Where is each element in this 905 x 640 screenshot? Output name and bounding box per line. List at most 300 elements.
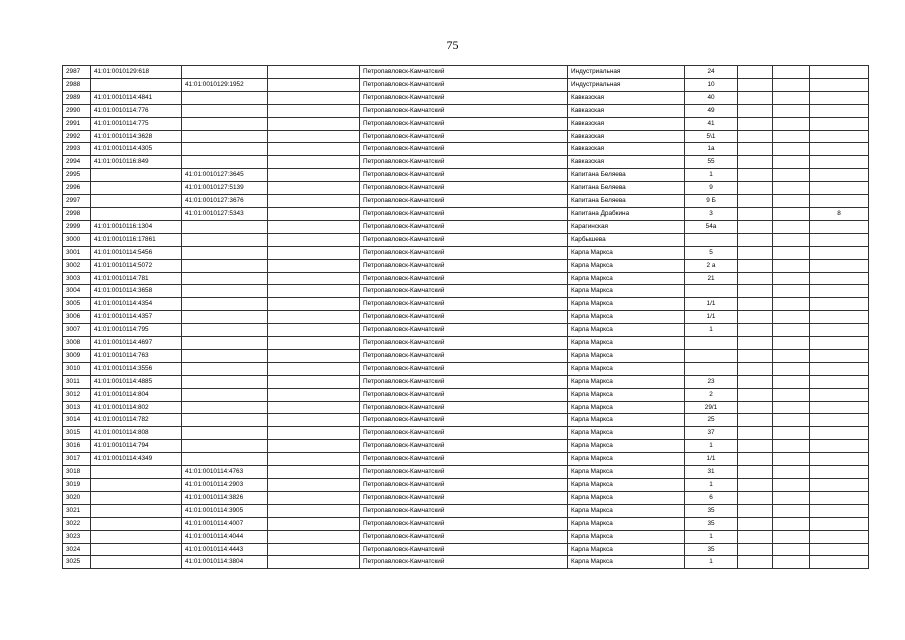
extra-cell bbox=[810, 220, 869, 233]
cadastral-number-cell: 41:01:0010114:3658 bbox=[91, 285, 182, 298]
row-number-cell: 3004 bbox=[63, 285, 91, 298]
extra-cell bbox=[810, 78, 869, 91]
blank-cell bbox=[268, 220, 360, 233]
extra-cell bbox=[738, 479, 773, 492]
street-cell: Карла Маркса bbox=[568, 362, 685, 375]
house-number-cell: 25 bbox=[685, 414, 738, 427]
table-row bbox=[63, 78, 869, 91]
city-cell: Петропавловск-Камчатский bbox=[360, 349, 568, 362]
extra-cell bbox=[738, 78, 773, 91]
row-number-cell: 2988 bbox=[63, 78, 91, 91]
cadastral-number-cell bbox=[91, 182, 182, 195]
blank-cell bbox=[268, 272, 360, 285]
table-row bbox=[63, 272, 869, 285]
blank-cell bbox=[268, 479, 360, 492]
house-number-cell bbox=[685, 337, 738, 350]
city-cell: Петропавловск-Камчатский bbox=[360, 543, 568, 556]
extra-cell bbox=[810, 182, 869, 195]
blank-cell bbox=[268, 375, 360, 388]
city-cell: Петропавловск-Камчатский bbox=[360, 220, 568, 233]
cadastral-number-alt-cell: 41:01:0010127:5343 bbox=[182, 207, 268, 220]
row-number-cell: 2998 bbox=[63, 207, 91, 220]
extra-cell bbox=[773, 362, 810, 375]
city-cell: Петропавловск-Камчатский bbox=[360, 169, 568, 182]
extra-cell bbox=[773, 543, 810, 556]
row-number-cell: 3006 bbox=[63, 311, 91, 324]
house-number-cell bbox=[685, 362, 738, 375]
cadastral-number-alt-cell: 41:01:0010114:3905 bbox=[182, 504, 268, 517]
row-number-cell: 3017 bbox=[63, 453, 91, 466]
city-cell: Петропавловск-Камчатский bbox=[360, 143, 568, 156]
city-cell: Петропавловск-Камчатский bbox=[360, 104, 568, 117]
cadastral-number-alt-cell: 41:01:0010127:5139 bbox=[182, 182, 268, 195]
house-number-cell: 1а bbox=[685, 143, 738, 156]
table-row bbox=[63, 414, 869, 427]
extra-cell bbox=[738, 349, 773, 362]
cadastral-number-cell: 41:01:0010114:776 bbox=[91, 104, 182, 117]
cadastral-number-alt-cell bbox=[182, 143, 268, 156]
blank-cell bbox=[268, 491, 360, 504]
table-row bbox=[63, 233, 869, 246]
street-cell: Карла Маркса bbox=[568, 466, 685, 479]
city-cell: Петропавловск-Камчатский bbox=[360, 207, 568, 220]
cadastral-number-alt-cell bbox=[182, 259, 268, 272]
extra-cell bbox=[810, 440, 869, 453]
city-cell: Петропавловск-Камчатский bbox=[360, 491, 568, 504]
extra-cell bbox=[810, 246, 869, 259]
street-cell: Кавказская bbox=[568, 117, 685, 130]
house-number-cell: 1 bbox=[685, 479, 738, 492]
cadastral-number-cell: 41:01:0010114:3556 bbox=[91, 362, 182, 375]
extra-cell bbox=[773, 349, 810, 362]
extra-cell bbox=[810, 504, 869, 517]
cadastral-number-alt-cell bbox=[182, 362, 268, 375]
cadastral-number-alt-cell bbox=[182, 130, 268, 143]
city-cell: Петропавловск-Камчатский bbox=[360, 285, 568, 298]
cadastral-number-alt-cell bbox=[182, 66, 268, 79]
extra-cell bbox=[738, 169, 773, 182]
row-number-cell: 2987 bbox=[63, 66, 91, 79]
row-number-cell: 3003 bbox=[63, 272, 91, 285]
table-row bbox=[63, 66, 869, 79]
cadastral-number-alt-cell bbox=[182, 427, 268, 440]
row-number-cell: 3000 bbox=[63, 233, 91, 246]
house-number-cell: 1 bbox=[685, 556, 738, 569]
row-number-cell: 2999 bbox=[63, 220, 91, 233]
extra-cell bbox=[810, 337, 869, 350]
extra-cell bbox=[738, 414, 773, 427]
extra-cell bbox=[773, 311, 810, 324]
extra-cell bbox=[773, 169, 810, 182]
street-cell: Карла Маркса bbox=[568, 246, 685, 259]
blank-cell bbox=[268, 504, 360, 517]
extra-cell bbox=[773, 117, 810, 130]
table-row bbox=[63, 530, 869, 543]
cadastral-number-cell bbox=[91, 207, 182, 220]
blank-cell bbox=[268, 530, 360, 543]
cadastral-number-alt-cell bbox=[182, 324, 268, 337]
city-cell: Петропавловск-Камчатский bbox=[360, 66, 568, 79]
extra-cell bbox=[773, 375, 810, 388]
cadastral-number-cell: 41:01:0010114:795 bbox=[91, 324, 182, 337]
cadastral-number-cell: 41:01:0010114:4841 bbox=[91, 91, 182, 104]
cadastral-number-cell: 41:01:0010114:808 bbox=[91, 427, 182, 440]
extra-cell bbox=[810, 285, 869, 298]
extra-cell bbox=[810, 543, 869, 556]
table-body bbox=[63, 66, 869, 569]
street-cell: Карла Маркса bbox=[568, 543, 685, 556]
house-number-cell: 2 а bbox=[685, 259, 738, 272]
cadastral-number-alt-cell: 41:01:0010114:4007 bbox=[182, 517, 268, 530]
house-number-cell: 1 bbox=[685, 324, 738, 337]
extra-cell bbox=[773, 414, 810, 427]
extra-cell bbox=[773, 298, 810, 311]
table-row bbox=[63, 169, 869, 182]
blank-cell bbox=[268, 259, 360, 272]
extra-cell bbox=[810, 491, 869, 504]
house-number-cell bbox=[685, 285, 738, 298]
house-number-cell: 3 bbox=[685, 207, 738, 220]
row-number-cell: 3025 bbox=[63, 556, 91, 569]
blank-cell bbox=[268, 543, 360, 556]
cadastral-number-cell: 41:01:0010129:618 bbox=[91, 66, 182, 79]
extra-cell bbox=[810, 479, 869, 492]
extra-cell bbox=[738, 259, 773, 272]
street-cell: Кавказская bbox=[568, 130, 685, 143]
city-cell: Петропавловск-Камчатский bbox=[360, 401, 568, 414]
extra-cell bbox=[810, 195, 869, 208]
extra-cell bbox=[810, 414, 869, 427]
extra-cell bbox=[773, 233, 810, 246]
table-row bbox=[63, 220, 869, 233]
row-number-cell: 2994 bbox=[63, 156, 91, 169]
city-cell: Петропавловск-Камчатский bbox=[360, 414, 568, 427]
table-row bbox=[63, 207, 869, 220]
house-number-cell: 1 bbox=[685, 530, 738, 543]
blank-cell bbox=[268, 91, 360, 104]
row-number-cell: 3009 bbox=[63, 349, 91, 362]
row-number-cell: 3014 bbox=[63, 414, 91, 427]
street-cell: Карла Маркса bbox=[568, 298, 685, 311]
cadastral-number-cell: 41:01:0010114:4349 bbox=[91, 453, 182, 466]
row-number-cell: 3011 bbox=[63, 375, 91, 388]
house-number-cell: 9 Б bbox=[685, 195, 738, 208]
street-cell: Карла Маркса bbox=[568, 324, 685, 337]
table-row bbox=[63, 491, 869, 504]
extra-cell bbox=[738, 156, 773, 169]
city-cell: Петропавловск-Камчатский bbox=[360, 479, 568, 492]
extra-cell bbox=[773, 259, 810, 272]
extra-cell bbox=[738, 195, 773, 208]
city-cell: Петропавловск-Камчатский bbox=[360, 556, 568, 569]
blank-cell bbox=[268, 324, 360, 337]
extra-cell bbox=[773, 504, 810, 517]
row-number-cell: 3021 bbox=[63, 504, 91, 517]
blank-cell bbox=[268, 453, 360, 466]
row-number-cell: 3019 bbox=[63, 479, 91, 492]
blank-cell bbox=[268, 388, 360, 401]
row-number-cell: 3020 bbox=[63, 491, 91, 504]
table-row bbox=[63, 156, 869, 169]
extra-cell bbox=[810, 169, 869, 182]
cadastral-number-cell: 41:01:0010114:804 bbox=[91, 388, 182, 401]
extra-cell bbox=[773, 556, 810, 569]
extra-cell bbox=[738, 388, 773, 401]
extra-cell bbox=[773, 285, 810, 298]
extra-cell bbox=[810, 362, 869, 375]
extra-cell bbox=[738, 91, 773, 104]
house-number-cell bbox=[685, 233, 738, 246]
table-row bbox=[63, 324, 869, 337]
cadastral-number-alt-cell bbox=[182, 220, 268, 233]
city-cell: Петропавловск-Камчатский bbox=[360, 440, 568, 453]
extra-cell bbox=[738, 427, 773, 440]
extra-cell bbox=[810, 388, 869, 401]
street-cell: Карла Маркса bbox=[568, 491, 685, 504]
extra-cell bbox=[773, 272, 810, 285]
street-cell: Карла Маркса bbox=[568, 388, 685, 401]
extra-cell bbox=[738, 220, 773, 233]
extra-cell bbox=[810, 453, 869, 466]
city-cell: Петропавловск-Камчатский bbox=[360, 78, 568, 91]
extra-cell bbox=[773, 440, 810, 453]
extra-cell bbox=[773, 195, 810, 208]
extra-cell bbox=[773, 479, 810, 492]
blank-cell bbox=[268, 143, 360, 156]
blank-cell bbox=[268, 78, 360, 91]
table-row bbox=[63, 362, 869, 375]
row-number-cell: 3008 bbox=[63, 337, 91, 350]
extra-cell bbox=[738, 311, 773, 324]
page-number: 75 bbox=[446, 38, 459, 52]
extra-cell bbox=[738, 453, 773, 466]
street-cell: Карла Маркса bbox=[568, 453, 685, 466]
city-cell: Петропавловск-Камчатский bbox=[360, 337, 568, 350]
street-cell: Кавказская bbox=[568, 143, 685, 156]
extra-cell bbox=[738, 491, 773, 504]
street-cell: Карла Маркса bbox=[568, 259, 685, 272]
street-cell: Карла Маркса bbox=[568, 375, 685, 388]
blank-cell bbox=[268, 401, 360, 414]
street-cell: Индустриальная bbox=[568, 78, 685, 91]
table-row bbox=[63, 543, 869, 556]
blank-cell bbox=[268, 207, 360, 220]
house-number-cell: 54а bbox=[685, 220, 738, 233]
table-row bbox=[63, 259, 869, 272]
extra-cell bbox=[810, 272, 869, 285]
cadastral-number-alt-cell bbox=[182, 311, 268, 324]
cadastral-number-alt-cell bbox=[182, 401, 268, 414]
extra-cell bbox=[738, 530, 773, 543]
extra-cell bbox=[810, 324, 869, 337]
house-number-cell: 1/1 bbox=[685, 453, 738, 466]
extra-cell bbox=[810, 156, 869, 169]
cadastral-number-cell: 41:01:0010116:17861 bbox=[91, 233, 182, 246]
blank-cell bbox=[268, 182, 360, 195]
extra-cell bbox=[738, 207, 773, 220]
row-number-cell: 2995 bbox=[63, 169, 91, 182]
blank-cell bbox=[268, 362, 360, 375]
table-row bbox=[63, 427, 869, 440]
extra-cell bbox=[810, 349, 869, 362]
extra-cell bbox=[773, 401, 810, 414]
house-number-cell: 5\1 bbox=[685, 130, 738, 143]
city-cell: Петропавловск-Камчатский bbox=[360, 130, 568, 143]
extra-cell bbox=[773, 453, 810, 466]
house-number-cell: 37 bbox=[685, 427, 738, 440]
extra-cell bbox=[810, 259, 869, 272]
cadastral-number-cell: 41:01:0010114:781 bbox=[91, 272, 182, 285]
table-row bbox=[63, 285, 869, 298]
cadastral-number-cell bbox=[91, 466, 182, 479]
table-row bbox=[63, 440, 869, 453]
extra-cell bbox=[738, 401, 773, 414]
extra-cell bbox=[810, 466, 869, 479]
row-number-cell: 3001 bbox=[63, 246, 91, 259]
extra-cell bbox=[738, 362, 773, 375]
table-row bbox=[63, 453, 869, 466]
house-number-cell bbox=[685, 349, 738, 362]
blank-cell bbox=[268, 556, 360, 569]
table-row bbox=[63, 182, 869, 195]
city-cell: Петропавловск-Камчатский bbox=[360, 233, 568, 246]
house-number-cell: 35 bbox=[685, 504, 738, 517]
blank-cell bbox=[268, 233, 360, 246]
extra-cell bbox=[773, 246, 810, 259]
cadastral-number-cell: 41:01:0010114:4885 bbox=[91, 375, 182, 388]
cadastral-number-cell: 41:01:0010114:3628 bbox=[91, 130, 182, 143]
blank-cell bbox=[268, 298, 360, 311]
extra-cell bbox=[773, 427, 810, 440]
house-number-cell: 2 bbox=[685, 388, 738, 401]
cadastral-number-cell bbox=[91, 491, 182, 504]
extra-cell bbox=[773, 104, 810, 117]
city-cell: Петропавловск-Камчатский bbox=[360, 298, 568, 311]
house-number-cell: 1 bbox=[685, 169, 738, 182]
city-cell: Петропавловск-Камчатский bbox=[360, 259, 568, 272]
extra-cell bbox=[810, 233, 869, 246]
table-row bbox=[63, 388, 869, 401]
street-cell: Кавказская bbox=[568, 104, 685, 117]
cadastral-number-alt-cell bbox=[182, 337, 268, 350]
cadastral-number-alt-cell: 41:01:0010114:3804 bbox=[182, 556, 268, 569]
cadastral-number-cell: 41:01:0010116:1304 bbox=[91, 220, 182, 233]
row-number-cell: 2996 bbox=[63, 182, 91, 195]
cadastral-number-alt-cell bbox=[182, 349, 268, 362]
cadastral-number-cell bbox=[91, 543, 182, 556]
row-number-cell: 3016 bbox=[63, 440, 91, 453]
cadastral-number-alt-cell bbox=[182, 375, 268, 388]
cadastral-number-cell bbox=[91, 78, 182, 91]
property-registry-table bbox=[62, 65, 869, 569]
cadastral-number-cell: 41:01:0010114:5072 bbox=[91, 259, 182, 272]
extra-cell bbox=[810, 556, 869, 569]
extra-cell bbox=[810, 104, 869, 117]
house-number-cell: 35 bbox=[685, 517, 738, 530]
blank-cell bbox=[268, 156, 360, 169]
house-number-cell: 5 bbox=[685, 246, 738, 259]
cadastral-number-alt-cell bbox=[182, 298, 268, 311]
city-cell: Петропавловск-Камчатский bbox=[360, 504, 568, 517]
street-cell: Карла Маркса bbox=[568, 311, 685, 324]
blank-cell bbox=[268, 466, 360, 479]
cadastral-number-alt-cell bbox=[182, 91, 268, 104]
cadastral-number-cell bbox=[91, 530, 182, 543]
city-cell: Петропавловск-Камчатский bbox=[360, 388, 568, 401]
house-number-cell: 10 bbox=[685, 78, 738, 91]
street-cell: Карла Маркса bbox=[568, 556, 685, 569]
house-number-cell: 23 bbox=[685, 375, 738, 388]
extra-cell bbox=[810, 298, 869, 311]
cadastral-number-cell: 41:01:0010114:775 bbox=[91, 117, 182, 130]
row-number-cell: 3005 bbox=[63, 298, 91, 311]
extra-cell bbox=[810, 427, 869, 440]
blank-cell bbox=[268, 414, 360, 427]
extra-cell bbox=[810, 311, 869, 324]
extra-cell bbox=[738, 466, 773, 479]
street-cell: Кавказская bbox=[568, 91, 685, 104]
extra-cell bbox=[810, 91, 869, 104]
street-cell: Карагинская bbox=[568, 220, 685, 233]
cadastral-number-cell bbox=[91, 169, 182, 182]
table-row bbox=[63, 375, 869, 388]
cadastral-number-cell bbox=[91, 479, 182, 492]
extra-cell bbox=[738, 130, 773, 143]
house-number-cell: 1/1 bbox=[685, 311, 738, 324]
blank-cell bbox=[268, 117, 360, 130]
row-number-cell: 2997 bbox=[63, 195, 91, 208]
table-row bbox=[63, 504, 869, 517]
extra-cell bbox=[810, 401, 869, 414]
extra-cell bbox=[810, 530, 869, 543]
table-row bbox=[63, 517, 869, 530]
city-cell: Петропавловск-Камчатский bbox=[360, 530, 568, 543]
city-cell: Петропавловск-Камчатский bbox=[360, 427, 568, 440]
extra-cell bbox=[773, 491, 810, 504]
house-number-cell: 24 bbox=[685, 66, 738, 79]
cadastral-number-alt-cell: 41:01:0010114:4763 bbox=[182, 466, 268, 479]
house-number-cell: 31 bbox=[685, 466, 738, 479]
table-row bbox=[63, 311, 869, 324]
table-row bbox=[63, 466, 869, 479]
blank-cell bbox=[268, 66, 360, 79]
city-cell: Петропавловск-Камчатский bbox=[360, 91, 568, 104]
cadastral-number-alt-cell: 41:01:0010127:3676 bbox=[182, 195, 268, 208]
table-row bbox=[63, 246, 869, 259]
house-number-cell: 1 bbox=[685, 440, 738, 453]
row-number-cell: 3013 bbox=[63, 401, 91, 414]
city-cell: Петропавловск-Камчатский bbox=[360, 117, 568, 130]
extra-cell bbox=[738, 285, 773, 298]
street-cell: Карла Маркса bbox=[568, 414, 685, 427]
extra-cell bbox=[773, 156, 810, 169]
street-cell: Карла Маркса bbox=[568, 440, 685, 453]
street-cell: Кавказская bbox=[568, 156, 685, 169]
table-row bbox=[63, 479, 869, 492]
extra-cell bbox=[738, 182, 773, 195]
city-cell: Петропавловск-Камчатский bbox=[360, 362, 568, 375]
extra-cell bbox=[773, 517, 810, 530]
extra-cell bbox=[773, 207, 810, 220]
cadastral-number-cell: 41:01:0010114:4305 bbox=[91, 143, 182, 156]
city-cell: Петропавловск-Камчатский bbox=[360, 517, 568, 530]
extra-cell bbox=[738, 143, 773, 156]
blank-cell bbox=[268, 337, 360, 350]
city-cell: Петропавловск-Камчатский bbox=[360, 324, 568, 337]
cadastral-number-cell: 41:01:0010114:5456 bbox=[91, 246, 182, 259]
row-number-cell: 2989 bbox=[63, 91, 91, 104]
extra-cell bbox=[810, 375, 869, 388]
